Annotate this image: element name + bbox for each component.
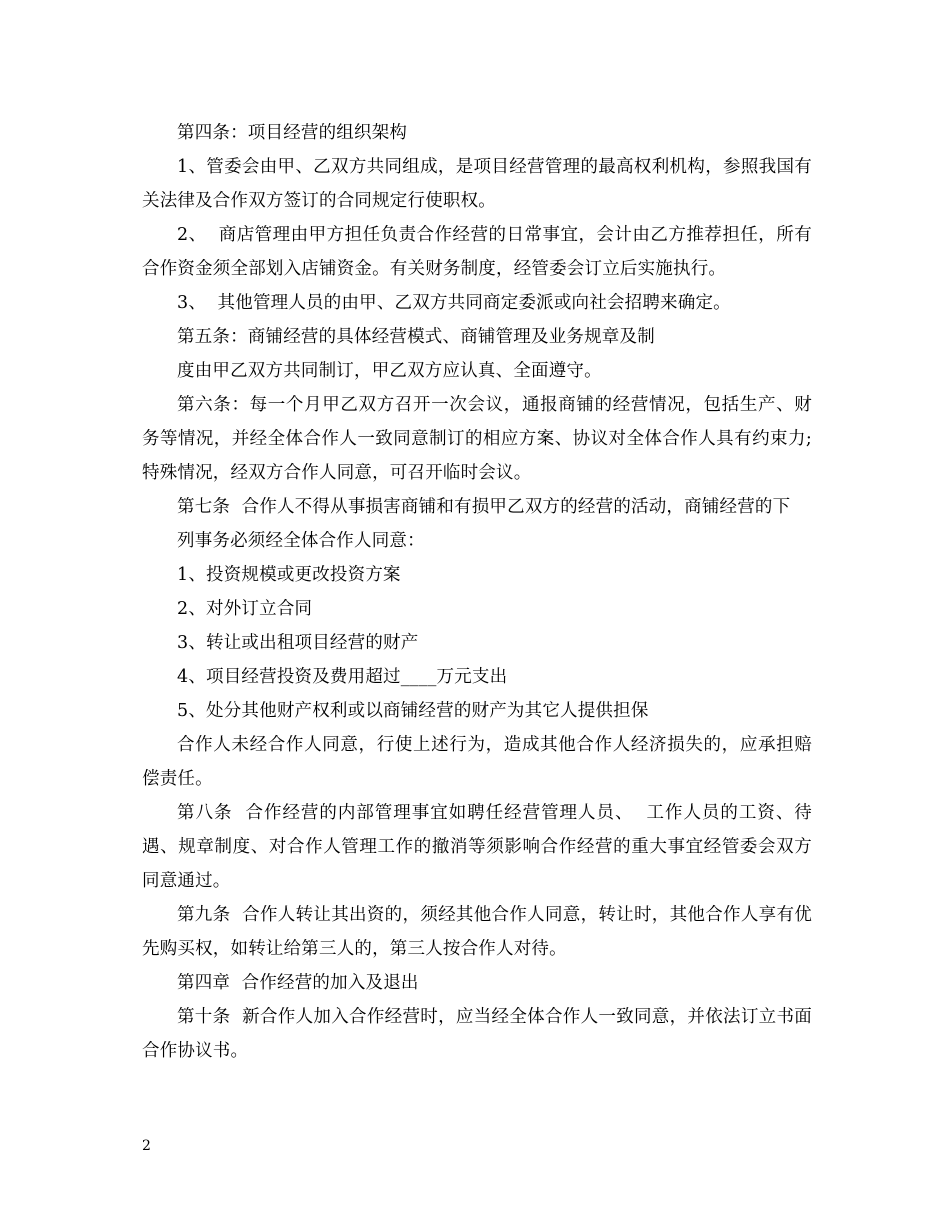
paragraph-article-7: 第七条 合作人不得从事损害商铺和有损甲乙双方的经营的活动，商铺经营的下 [177,497,791,517]
paragraph-article-5-continued: 度由甲乙双方共同制订，甲乙双方应认真、全面遵守。 [177,361,602,381]
paragraph-article-8: 第八条 合作经营的内部管理事宜如聘任经营管理人员、 工作人员的工资、待遇、规章制度、对合作人管理工作的撤消等须影响合作经营的重大事宜经管委会双方同意通过。 [142,803,812,891]
paragraph-article-6: 第六条：每一个月甲乙双方召开一次会议，通报商铺的经营情况，包括生产、财务等情况，并经全体合作人一致同意制订的相应方案、协议对全体合作人具有约束力;特殊情况，经双方合作人同意，可召开临时会议。 [142,395,812,483]
paragraph-article-4-heading: 第四条：项目经营的组织架构 [177,123,408,143]
list-item-transfer: 3、转让或出租项目经营的财产 [177,633,419,653]
list-item-investment: 1、投资规模或更改投资方案 [177,565,401,585]
paragraph-liability: 合作人未经合作人同意，行使上述行为，造成其他合作人经济损失的，应承担赔偿责任。 [142,735,812,789]
paragraph-article-7-continued: 列事务必须经全体合作人同意： [177,531,425,551]
list-item-contract: 2、对外订立合同 [177,599,313,619]
document-body [142,116,812,1068]
page-number: 2 [142,1138,151,1154]
paragraph-article-10: 第十条 新合作人加入合作经营时，应当经全体合作人一致同意，并依法订立书面合作协议书。 [142,1007,812,1061]
paragraph-clause-1: 1、管委会由甲、乙双方共同组成，是项目经营管理的最高权利机构，参照我国有关法律及合作双方签订的合同规定行使职权。 [142,157,812,211]
list-item-expenditure: 4、项目经营投资及费用超过____万元支出 [177,667,508,687]
chapter-4-heading: 第四章 合作经营的加入及退出 [177,973,419,993]
paragraph-article-5: 第五条：商铺经营的具体经营模式、商铺管理及业务规章及制 [177,327,655,347]
paragraph-clause-2: 2、 商店管理由甲方担任负责合作经营的日常事宜，会计由乙方推荐担任，所有合作资金须全部划入店铺资金。有关财务制度，经管委会订立后实施执行。 [142,225,812,279]
paragraph-clause-3: 3、 其他管理人员的由甲、乙双方共同商定委派或向社会招聘来确定。 [177,293,731,313]
list-item-guarantee: 5、处分其他财产权利或以商铺经营的财产为其它人提供担保 [177,701,649,721]
paragraph-article-9: 第九条 合作人转让其出资的，须经其他合作人同意，转让时，其他合作人享有优先购买权，如转让给第三人的，第三人按合作人对待。 [142,905,812,959]
